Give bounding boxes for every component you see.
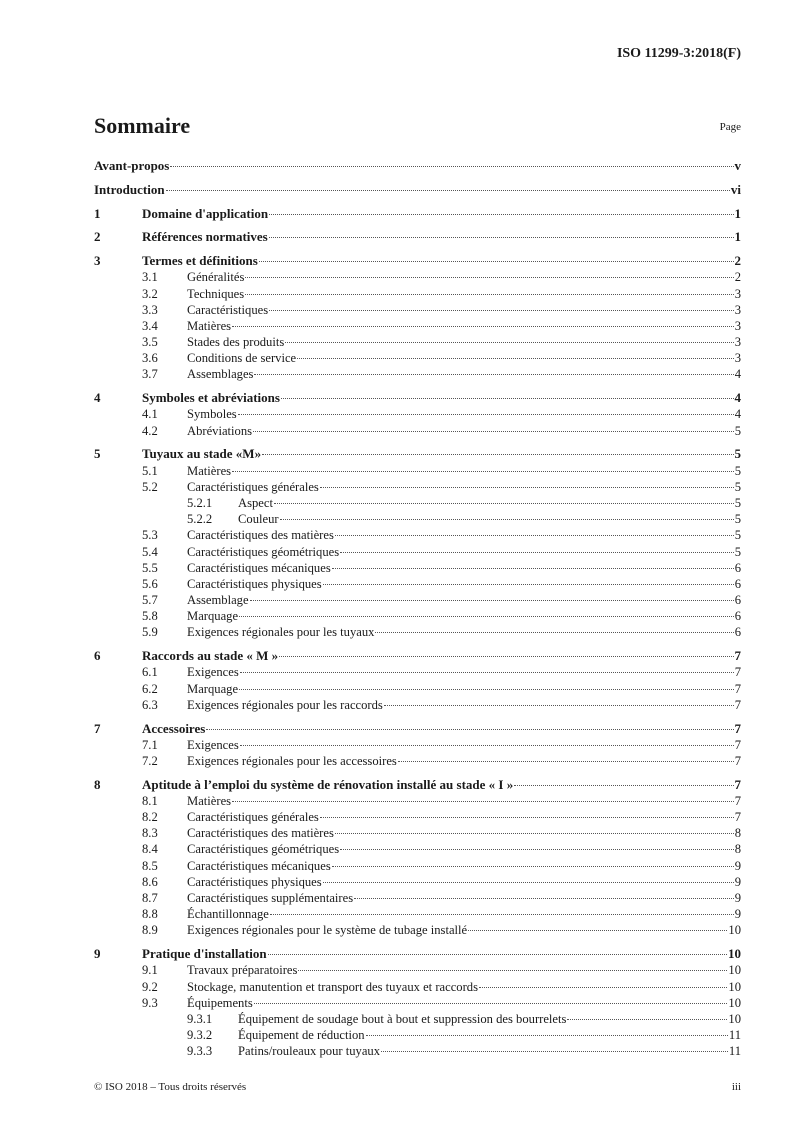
toc-entry-number: 6.2	[142, 681, 158, 696]
toc-entry-number: 8.7	[142, 891, 158, 906]
toc-entry-number: 9.3.1	[187, 1011, 213, 1026]
dot-leader	[323, 882, 734, 883]
dot-leader	[281, 398, 734, 399]
toc-entry[interactable]	[94, 1043, 741, 1059]
toc-entry[interactable]	[94, 825, 741, 841]
toc-entry-page[interactable]: 5	[734, 544, 741, 559]
toc-entry-title[interactable]: Caractéristiques physiques	[187, 874, 322, 889]
dot-leader	[320, 817, 734, 818]
toc-entry-title[interactable]: Stades des produits	[187, 335, 285, 350]
toc-entry-page[interactable]: 4	[734, 407, 741, 422]
toc-entry[interactable]	[94, 1027, 741, 1043]
toc-entry[interactable]	[94, 390, 741, 406]
toc-entry[interactable]	[94, 511, 741, 527]
toc-entry[interactable]	[94, 608, 741, 624]
toc-entry-page[interactable]: 3	[734, 286, 741, 301]
toc-entry-page[interactable]: 1	[734, 205, 741, 221]
toc-entry[interactable]	[94, 874, 741, 890]
toc-entry-title[interactable]: Caractéristiques des matières	[187, 826, 334, 841]
toc-entry-page[interactable]: 8	[734, 842, 741, 857]
toc-entry-title[interactable]: Travaux préparatoires	[187, 963, 298, 978]
toc-entry-page[interactable]: 5	[734, 495, 741, 510]
toc-entry-page[interactable]: 5	[734, 479, 741, 494]
toc-entry-number: 3.2	[142, 286, 158, 301]
toc-entry[interactable]	[94, 906, 741, 922]
toc-entry-page[interactable]: v	[734, 158, 741, 173]
dot-leader	[239, 616, 734, 617]
toc-entry-title[interactable]: Conditions de service	[187, 351, 297, 366]
toc-entry-page[interactable]: 5	[734, 423, 741, 438]
toc-entry-number: 5.7	[142, 593, 158, 608]
toc-entry-title[interactable]: Exigences régionales pour les raccords	[187, 697, 383, 712]
toc-entry[interactable]	[94, 697, 741, 713]
dot-leader	[262, 454, 733, 455]
toc-entry-page[interactable]: 1	[734, 229, 741, 245]
dot-leader	[240, 672, 734, 673]
toc-entry-number: 6	[94, 648, 101, 664]
dot-leader	[240, 745, 734, 746]
toc-entry-title[interactable]: Caractéristiques générales	[187, 810, 319, 825]
toc-entry-page[interactable]: 6	[734, 625, 741, 640]
dot-leader	[285, 342, 733, 343]
dot-leader	[232, 326, 734, 327]
toc-entry-number: 8.2	[142, 810, 158, 825]
toc-entry-page[interactable]: 11	[728, 1028, 741, 1043]
toc-entry[interactable]	[94, 463, 741, 479]
toc-entry-title[interactable]: Caractéristiques mécaniques	[187, 858, 331, 873]
toc-entry-title[interactable]: Caractéristiques générales	[187, 479, 319, 494]
dot-leader	[381, 1051, 728, 1052]
toc-entry[interactable]	[94, 777, 741, 793]
toc-entry-number: 5.2.1	[187, 495, 213, 510]
dot-leader	[332, 866, 734, 867]
dot-leader	[298, 970, 727, 971]
dot-leader	[468, 930, 727, 931]
toc-entry-number: 4.1	[142, 407, 158, 422]
toc-entry[interactable]	[94, 366, 741, 382]
toc-entry-page[interactable]: 7	[734, 648, 741, 664]
toc-entry-page[interactable]: 8	[734, 826, 741, 841]
toc-entry-title[interactable]: Caractéristiques	[187, 302, 269, 317]
toc-entry-title[interactable]: Symboles	[187, 407, 237, 422]
toc-entry-number: 6.1	[142, 665, 158, 680]
toc-entry-title[interactable]: Assemblage	[187, 593, 249, 608]
toc-entry-title[interactable]: Généralités	[187, 270, 245, 285]
toc-entry-number: 3.3	[142, 302, 158, 317]
dot-leader	[238, 414, 734, 415]
toc-entry-number: 7	[94, 720, 101, 736]
toc-entry[interactable]	[94, 979, 741, 995]
dot-leader	[335, 833, 734, 834]
toc-entry-title[interactable]: Caractéristiques des matières	[187, 528, 334, 543]
toc-entry[interactable]	[94, 809, 741, 825]
page-column-label: Page	[719, 121, 741, 133]
dot-leader	[245, 294, 734, 295]
toc-entry[interactable]	[94, 576, 741, 592]
toc-entry-page[interactable]: 9	[734, 891, 741, 906]
toc-entry[interactable]	[94, 182, 741, 198]
toc-entry-number: 2	[94, 229, 101, 245]
toc-entry-number: 5.6	[142, 576, 158, 591]
toc-entry[interactable]	[94, 648, 741, 664]
toc-entry-number: 8.4	[142, 842, 158, 857]
toc-entry[interactable]	[94, 1011, 741, 1027]
toc-entry-title[interactable]: Tuyaux au stade «M»	[142, 446, 262, 462]
toc-entry[interactable]	[94, 158, 741, 174]
toc-entry-page[interactable]: 7	[734, 697, 741, 712]
toc-entry-number: 8.9	[142, 923, 158, 938]
toc-entry-page[interactable]: 3	[734, 318, 741, 333]
toc-entry-page[interactable]: 10	[728, 979, 741, 994]
dot-leader	[206, 729, 733, 730]
dot-leader	[245, 277, 733, 278]
toc-entry[interactable]	[94, 479, 741, 495]
toc-entry-page[interactable]: 5	[734, 463, 741, 478]
toc-entry-number: 5.8	[142, 609, 158, 624]
toc-entry-page[interactable]: 10	[728, 923, 741, 938]
dot-leader	[340, 849, 734, 850]
toc-entry-number: 5.4	[142, 544, 158, 559]
dot-leader	[514, 785, 733, 786]
toc-entry-title[interactable]: Techniques	[187, 286, 245, 301]
toc-entry[interactable]	[94, 624, 741, 640]
toc-entry[interactable]	[94, 962, 741, 978]
toc-entry-number: 5	[94, 446, 101, 462]
toc-entry-number: 9.1	[142, 963, 158, 978]
dot-leader	[366, 1035, 728, 1036]
toc-entry[interactable]	[94, 350, 741, 366]
toc-entry-page[interactable]: 9	[734, 907, 741, 922]
toc-entry-title[interactable]: Caractéristiques géométriques	[187, 842, 340, 857]
toc-entry-title[interactable]: Symboles et abréviations	[142, 390, 280, 406]
toc-entry-title[interactable]: Caractéristiques géométriques	[187, 544, 340, 559]
toc-entry[interactable]	[94, 269, 741, 285]
dot-leader	[254, 374, 733, 375]
dot-leader	[259, 261, 734, 262]
toc-entry-number: 9.3.3	[187, 1044, 213, 1059]
toc-entry-number: 5.2	[142, 479, 158, 494]
toc-entry[interactable]	[94, 681, 741, 697]
dot-leader	[254, 1003, 728, 1004]
dot-leader	[479, 987, 727, 988]
toc-entry-page[interactable]: 7	[734, 776, 741, 792]
toc-entry-page[interactable]: 6	[734, 560, 741, 575]
toc-entry-page[interactable]: 10	[728, 995, 741, 1010]
toc-entry-number: 8.8	[142, 907, 158, 922]
dot-leader	[269, 237, 734, 238]
dot-leader	[279, 656, 733, 657]
dot-leader	[335, 535, 734, 536]
toc-entry-page[interactable]: 10	[728, 1011, 741, 1026]
toc-entry-title[interactable]: Équipement de soudage bout à bout et suppression des bourrelets	[238, 1011, 567, 1026]
toc-entry-number: 3.4	[142, 318, 158, 333]
toc-entry[interactable]	[94, 423, 741, 439]
toc-entry-number: 5.5	[142, 560, 158, 575]
toc-entry[interactable]	[94, 544, 741, 560]
toc-entry-title[interactable]: Stockage, manutention et transport des tuyaux et raccords	[187, 979, 478, 994]
toc-entry-title[interactable]: Domaine d'application	[142, 205, 269, 221]
toc-entry-page[interactable]: 7	[734, 720, 741, 736]
toc-entry-page[interactable]: 5	[734, 512, 741, 527]
toc-entry-title[interactable]: Aspect	[238, 495, 273, 510]
toc-entry-number: 3.7	[142, 367, 158, 382]
footer-copyright: © ISO 2018 – Tous droits réservés	[94, 1081, 247, 1093]
toc-entry[interactable]	[94, 527, 741, 543]
toc-entry[interactable]	[94, 560, 741, 576]
toc-entry-title[interactable]: Raccords au stade « M »	[142, 648, 279, 664]
dot-leader	[280, 519, 734, 520]
toc-entry-number: 4.2	[142, 423, 158, 438]
toc-entry-page[interactable]: 6	[734, 576, 741, 591]
dot-leader	[166, 190, 730, 191]
toc-entry[interactable]	[94, 995, 741, 1011]
toc-entry[interactable]	[94, 841, 741, 857]
toc-entry-number: 9	[94, 946, 101, 962]
dot-leader	[232, 471, 734, 472]
toc-entry-number: 9.3	[142, 995, 158, 1010]
toc-entry-number: 9.2	[142, 979, 158, 994]
toc-entry[interactable]	[94, 922, 741, 938]
toc-entry-page[interactable]: 3	[734, 351, 741, 366]
dot-leader	[268, 954, 727, 955]
toc-entry-title[interactable]: Exigences	[187, 737, 239, 752]
toc-entry[interactable]	[94, 946, 741, 962]
dot-leader	[269, 310, 734, 311]
toc-entry-page[interactable]: 7	[734, 753, 741, 768]
dot-leader	[253, 431, 734, 432]
toc-entry[interactable]	[94, 334, 741, 350]
table-of-contents	[94, 158, 741, 1060]
toc-entry-page[interactable]: 6	[734, 609, 741, 624]
toc-entry-page[interactable]: 9	[734, 874, 741, 889]
toc-entry-title[interactable]: Exigences régionales pour le système de tubage installé	[187, 923, 468, 938]
toc-entry[interactable]	[94, 253, 741, 269]
toc-entry-title[interactable]: Marquage	[187, 681, 239, 696]
dot-leader	[398, 761, 734, 762]
toc-entry[interactable]	[94, 737, 741, 753]
toc-entry-title[interactable]: Échantillonnage	[187, 907, 269, 922]
dot-leader	[270, 914, 734, 915]
toc-entry-title[interactable]: Abréviations	[187, 423, 253, 438]
toc-entry-number: 5.9	[142, 625, 158, 640]
toc-entry-title[interactable]: Termes et définitions	[142, 253, 258, 269]
toc-entry-number: 9.3.2	[187, 1028, 213, 1043]
toc-entry[interactable]	[94, 592, 741, 608]
toc-entry-title[interactable]: Caractéristiques physiques	[187, 576, 322, 591]
dot-leader	[354, 898, 734, 899]
toc-entry-title[interactable]: Patins/rouleaux pour tuyaux	[238, 1044, 381, 1059]
toc-entry-page[interactable]: vi	[730, 181, 741, 197]
toc-entry[interactable]	[94, 793, 741, 809]
toc-entry-title[interactable]: Marquage	[187, 609, 239, 624]
toc-entry[interactable]	[94, 721, 741, 737]
toc-entry-number: 1	[94, 205, 101, 221]
toc-entry-number: 5.2.2	[187, 512, 213, 527]
dot-leader	[170, 166, 733, 167]
toc-entry-title[interactable]: Matières	[187, 793, 232, 808]
toc-entry-page[interactable]: 5	[734, 446, 741, 462]
toc-entry-title[interactable]: Couleur	[238, 512, 279, 527]
toc-entry-number: 8.6	[142, 874, 158, 889]
toc-entry-page[interactable]: 11	[728, 1044, 741, 1059]
toc-entry[interactable]	[94, 664, 741, 680]
toc-entry-page[interactable]: 7	[734, 665, 741, 680]
toc-entry-title[interactable]: Matières	[187, 318, 232, 333]
dot-leader	[297, 358, 734, 359]
toc-entry-number: 5.1	[142, 463, 158, 478]
toc-entry-title[interactable]: Introduction	[94, 181, 165, 197]
toc-entry-page[interactable]: 9	[734, 858, 741, 873]
toc-entry[interactable]	[94, 495, 741, 511]
dot-leader	[323, 584, 734, 585]
dot-leader	[332, 568, 734, 569]
toc-entry-page[interactable]: 3	[734, 302, 741, 317]
toc-entry-page[interactable]: 10	[728, 963, 741, 978]
page-title: Sommaire	[94, 113, 191, 138]
toc-entry[interactable]	[94, 302, 741, 318]
toc-entry-page[interactable]: 4	[734, 390, 741, 406]
toc-entry-page[interactable]: 3	[734, 335, 741, 350]
toc-entry[interactable]	[94, 286, 741, 302]
toc-entry-number: 8.5	[142, 858, 158, 873]
toc-entry-page[interactable]: 7	[734, 737, 741, 752]
toc-entry-page[interactable]: 7	[734, 810, 741, 825]
dot-leader	[567, 1019, 727, 1020]
document-id: ISO 11299-3:2018(F)	[616, 46, 741, 61]
toc-entry[interactable]	[94, 206, 741, 222]
dot-leader	[232, 801, 734, 802]
toc-entry-number: 8	[94, 776, 101, 792]
dot-leader	[274, 503, 734, 504]
toc-entry[interactable]	[94, 858, 741, 874]
toc-entry-page[interactable]: 6	[734, 593, 741, 608]
toc-entry-number: 6.3	[142, 697, 158, 712]
toc-entry-number: 3.1	[142, 270, 158, 285]
toc-entry-title[interactable]: Équipement de réduction	[238, 1028, 365, 1043]
toc-entry-title[interactable]: Exigences	[187, 665, 239, 680]
dot-leader	[250, 600, 734, 601]
toc-entry-page[interactable]: 4	[734, 367, 741, 382]
toc-entry-title[interactable]: Exigences régionales pour les accessoires	[187, 753, 397, 768]
toc-entry-number: 5.3	[142, 528, 158, 543]
toc-entry-number: 3.6	[142, 351, 158, 366]
toc-entry-title[interactable]: Pratique d'installation	[142, 946, 267, 962]
toc-entry-title[interactable]: Équipements	[187, 995, 253, 1010]
dot-leader	[320, 487, 734, 488]
toc-entry-page[interactable]: 2	[734, 270, 741, 285]
toc-entry-number: 3	[94, 253, 101, 269]
toc-entry-page[interactable]: 5	[734, 528, 741, 543]
toc-entry-title[interactable]: Assemblages	[187, 367, 254, 382]
dot-leader	[239, 689, 734, 690]
toc-entry[interactable]	[94, 753, 741, 769]
dot-leader	[384, 705, 734, 706]
toc-entry-number: 7.2	[142, 753, 158, 768]
toc-entry-page[interactable]: 7	[734, 793, 741, 808]
toc-entry-number: 4	[94, 390, 101, 406]
toc-entry[interactable]	[94, 890, 741, 906]
toc-entry-number: 3.5	[142, 335, 158, 350]
toc-entry-title[interactable]: Caractéristiques mécaniques	[187, 560, 331, 575]
toc-entry-number: 8.1	[142, 793, 158, 808]
toc-entry-title[interactable]: Caractéristiques supplémentaires	[187, 891, 354, 906]
toc-entry-page[interactable]: 7	[734, 681, 741, 696]
toc-entry-title[interactable]: Exigences régionales pour les tuyaux	[187, 625, 375, 640]
toc-entry[interactable]	[94, 446, 741, 462]
toc-entry-title[interactable]: Avant-propos	[94, 158, 170, 173]
toc-entry[interactable]	[94, 229, 741, 245]
toc-entry[interactable]	[94, 406, 741, 422]
toc-entry-title[interactable]: Références normatives	[142, 229, 268, 245]
toc-entry-number: 8.3	[142, 826, 158, 841]
dot-leader	[375, 632, 733, 633]
toc-entry-title[interactable]: Matières	[187, 463, 232, 478]
toc-entry-page[interactable]: 10	[728, 946, 741, 962]
toc-entry-title[interactable]: Accessoires	[142, 720, 206, 736]
toc-entry-title[interactable]: Aptitude à l’emploi du système de rénovation installé au stade « I »	[142, 776, 514, 792]
toc-entry-number: 7.1	[142, 737, 158, 752]
dot-leader	[340, 552, 734, 553]
dot-leader	[269, 214, 733, 215]
toc-entry-page[interactable]: 2	[734, 253, 741, 269]
toc-entry[interactable]	[94, 318, 741, 334]
footer-page-number: iii	[731, 1081, 741, 1093]
